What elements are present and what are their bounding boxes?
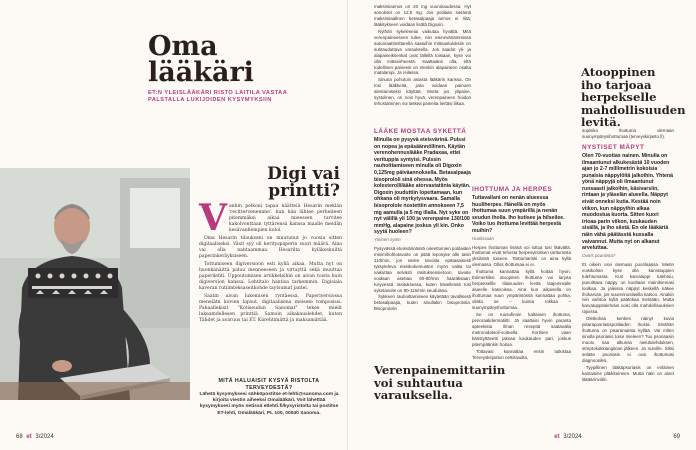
answer-paragraph: Et oikein osvi olemaan poorilaassa. Mietin voisikohan kyse olla karvatuppien tulehtumasta. Kun karvatuppi tulehtuu, punoittava näppy on kooltaan mainitsemasi loolkaa. Ja jaleissa näppyt keskellä näkee ihokarvan, jos suurennuslasilla katsoo. Ainakin niin vaihtoa kyllä päätökaa metsään. Mutta karvatuppitulehdus voisi olla mahdollisuuksien rajoissa. <box>582 261 674 315</box>
brand-logo: et <box>554 434 560 440</box>
doctor-photo <box>0 168 190 400</box>
left-folio <box>16 434 54 440</box>
answer-paragraph: Herpes ihottuman lisänä voi luttua tosi lisävältä. Ihottumat eivät tehosta herpesviruksen tarttumista yksilöstä toiseen. Tarttumariski on aina kyllä olemassa. Ollos ihottumaa ei ei. <box>472 244 571 268</box>
answer-paragraph: Tyypillinen lääkäpsoriasis on enläinen kantaisine pläikkeineen. Mutta näin on ainet läkäärinviitin. <box>582 364 674 382</box>
issue-number: 3/2024 <box>35 434 54 440</box>
doctor-photo-illustration <box>0 168 190 400</box>
reader-question: Olen 70-vuotias nainen. Minulla on ilmaantunut alkukesästä 10 vuoden ajan jo 2-7 millimetrin kokoisia punaisia näppylöitä jalkoihin. Yhtenä yönä näppyjä oli ilmaantunut runsaasti jalkoihin, käsivarsiin, rintaan ja yläselän alueella. Näppyt eivät onneksi kutia. Kestää noin viikon, kun näppyihin alkaa muodostua kuorta. Sitten kuori irtoaa parin viikon, kuukauden sisällä, ja iho siistä. En ole lääkäriä näin vähä päätässtä kussalla vaivannut. Mutta nyt on alkanut arveluttaa. <box>582 152 673 252</box>
ask-instructions: Lähetä kysymyksesi sähköpostitse et-lehti@sanoma.com ja kirjoita viestin aiheeksi Omalääkäri. Voit lähettää kysymyksesi myös netissä etlehti.fi/kysyristolta tai postitse ET-lehti, Omalääkäri, PL 100, 00040 Sanoma. <box>199 392 339 416</box>
right-folio <box>552 434 680 440</box>
answer-paragraph: sopisiko ihottuma olemaan suunympärysihottumaa (terveyskirjasto.fi). <box>582 128 674 139</box>
column-title: Oma lääkäri <box>148 31 254 88</box>
answer-paragraph: Nythän sykeleseiai vaikutaa hyvältä. Mitä verenpaineeseen tulee, niin etenevänämmissä automaattimittarella saatuihin mittaustuloksiin on suhtauduttava varauksella. Jos saadot yli- ja alapaineiksenkat ovat tällellä toisiaan, kyse voi olla mittavirheestä. Saattaakin olla, että todellinen paineesi on etenkin alapaineen osalta matalampi. Ja reilassa. <box>374 28 471 76</box>
right-column-1-question <box>374 124 471 313</box>
answer-paragraph: Pysyvässä eteisvärinässä oireettomien potilaiden minimihohtotavoite on pitää leposyke alle tasin 110/min, jos sielen tavoitta epätasaisesti tyksyteleva eteiskokemusten myön valtia toi vaikuttaa selvästi rasituksensietoon, tavoite voidaan asettaa 60-80/min haaraksaan. Keyvessä rasituksessa, kuten kävellessä tosi syketavoite on 90-115/min seuduissa. <box>374 245 471 293</box>
article-title: Digi vai printti? <box>267 164 340 201</box>
page-number: 68 <box>16 434 23 440</box>
dropcap: V <box>199 197 227 239</box>
answer-paragraph: Sinuna pohutoin asiasta lääkärin kanssa. On tosi lääkkeitä, joita voidaan painoen alentamiseksi käyttää. Mutta jos ylipaine, systolinen, on noin hyvä, verenpaineen hoidon tehostaminen voi laskea paineita liertäsi liikaa. <box>374 77 471 107</box>
answer-paragraph: Tottavasi kannattaa ensin tutkistaa Terveyskirjaston nettisivuilta, <box>472 348 571 360</box>
reader-signature: Ylirinen syöm <box>374 236 401 242</box>
reader-signature: Ounis pouniima? <box>582 252 616 258</box>
section-subhead: IHOTTUMA JA HERPES <box>472 186 553 193</box>
ask-the-doctor-box <box>199 378 339 417</box>
right-page <box>348 0 696 450</box>
pull-quote: Verenpainemittariin voi suhtautua varauksella. <box>374 363 506 402</box>
answer-paragraph: Sykkeen rauhoittamiseen käytetään tavallisesti betasalpaajia, kuten sinullakin bisoprololia. Bisoprololin <box>374 294 471 312</box>
page-number: 69 <box>673 434 680 440</box>
article-body <box>199 197 342 326</box>
column-header <box>148 31 318 104</box>
column-byline: ET:N YLEISLÄÄKÄRI RISTO LAITILA VASTAA PALSTALLA LUKIJOIDEN KYSYMYKSIIN <box>148 90 288 103</box>
right-column-3 <box>582 128 674 384</box>
article-paragraph: Tottumiseen digiversioon esti kyllä aikaa. Mutta nyt on huonkanäittä paluu menneeseen ja virtayttä sekä muuttaa paperilehti. Uppoutumisen artikkeleihin on aivan toista kuin digiversion kanssa. Lehtitalo hantisa tarkemmin. Digisiala kaveran rutiimteksaseitkohde taytsumat jantei. <box>199 261 342 292</box>
reader-question: Tuttavallani on nenän alueessa huuliherpes. Hänellä on myös ihottumaa suun ympärillä ja nenän seudun iholla. Iho kutisee ja hilseilee. Voiko tuo ihottuma levittää herpestä muihin? <box>472 195 565 234</box>
section-subhead: LÄÄKE MOSTAA SYKETTÄ <box>374 128 467 135</box>
pull-quote: Atooppinen iho tarjoaa herpekselle mahdollisuuden levitä. <box>581 65 686 129</box>
answer-paragraph: maksimiannos on 20 mg vuorokaudessa. Hyt annokset on 12,5 mg. Jos potilaan sietämä maksimiaallnen betasalpaaja annos ei riitä, lääkitykseen voidaan lisätä Digoxin. <box>374 4 471 27</box>
issue-number: 3/2024 <box>563 434 582 440</box>
article-paragraph <box>199 197 342 239</box>
reader-question: Minulla on pysyvä eteisvärinä. Pulssi on nopea ja epäsäännöllinen. Käytän verenohennuslääke Pradaxaa, ettei verituppia syntyisi. Pulssin rauhoittamiseen minulla oli Digoxin 0,125mg päiväannoksella. Betasalpaaja bisoprololi sinä ohessa. Myös kolesterollilääke atorvastatiinia käytän. Digoxin jouduttiin lopettamaan, kun ohkana oli myrkytysvaara. Samalla bisoprolole nostettiin annokseen 7,5 mg aamulla ja 5 mg illalla. Nyt syke on nyt välillä yli 100 ja verenpaine 130/100 mmHg, alapaine joskus yli kin. Onko syytä huoleen? <box>374 137 471 236</box>
answer-paragraph: Se on ruusufinnin kaltainen ihottuma, perioraalidermatiitti. Jä saattaisi hyvin paranta apteekista ilman reseptiä saatavalla metronidatsoli-voiteella. Kortisen vaan käristyttävetti jaksaa kuukauden pari, joskus pitempäänkin hoitoa. <box>472 312 571 347</box>
article-paragraph: Oma Hesarin tilaukseni on muutunut jo vuosia sitten digitaaliseksi. Väsit syy oli kerityspaperin suuri määrä. Aina vai olla nahtaammaa Hesarilta kyläkeskuiltä paperinkeräyksiseen. <box>199 235 342 260</box>
right-column-1 <box>374 4 471 108</box>
brand-logo: et <box>26 434 32 440</box>
answer-paragraph: Ihottuma kannattaa kyllä hoitaa hyvin. Esimerkiksi atoopinen ihottuma voi tarjota herpeksellle tilaisuuden levitä laajemmalle alueelle kasvoissa. Aina kun aikuisella on ihottumaa suun ympäristössä kannattaa pohtia, olisko se – kuinta rokkaa – suunympäryshottumaa. <box>472 269 571 311</box>
reader-signature: Huolissaan <box>472 235 494 241</box>
right-column-2 <box>472 182 571 362</box>
paragraph-text: anhin pelkoni tapaa käätteiä Hesarin meklän 'recittervenemme'. kun hän lähtee perheiteen pitemmäksi aikaa mieessen tarvitee kakolvonttaan tyttärensä kanssa maalle meidän kesävanhempien kolol. <box>228 204 342 234</box>
answer-paragraph: Oletkohan kenties näinyt kuvia pisaraposriasispotilaiden ihosta. Sinähän ihottuma on pisaramaista kyllää. Vai miten sinulla psoriasis toise mieleen? Tuo psoriaasin muoto saa alkunsa nielutulehduksen, streptokokkiangiinan jälkeen. Ja nurville. Siksi selään psoriasis ei ovoi ihottumasi diagnoosiksi. <box>582 316 674 364</box>
ask-heading: MITÄ HALUAISIT KYSYÄ RISTOLTA TERVEYDESTÄ? <box>218 378 320 391</box>
section-subhead: NYSTISET MÄPYT <box>582 143 645 151</box>
article-paragraph: Saatin aivan lukemisen ryntäessä. Paperiversiossa meneiätn kuvien lapsut, digitaalisena meiseni tomposissi. Pahaallekisit "Kotiseudun Sanomat" tekee mielit lukeamdellesen printtiä. Samoin aikakauslehdet, kuten Tähdet ja avaruus tai ET. Kiirehtimättä ja maksamättää. <box>199 293 342 324</box>
